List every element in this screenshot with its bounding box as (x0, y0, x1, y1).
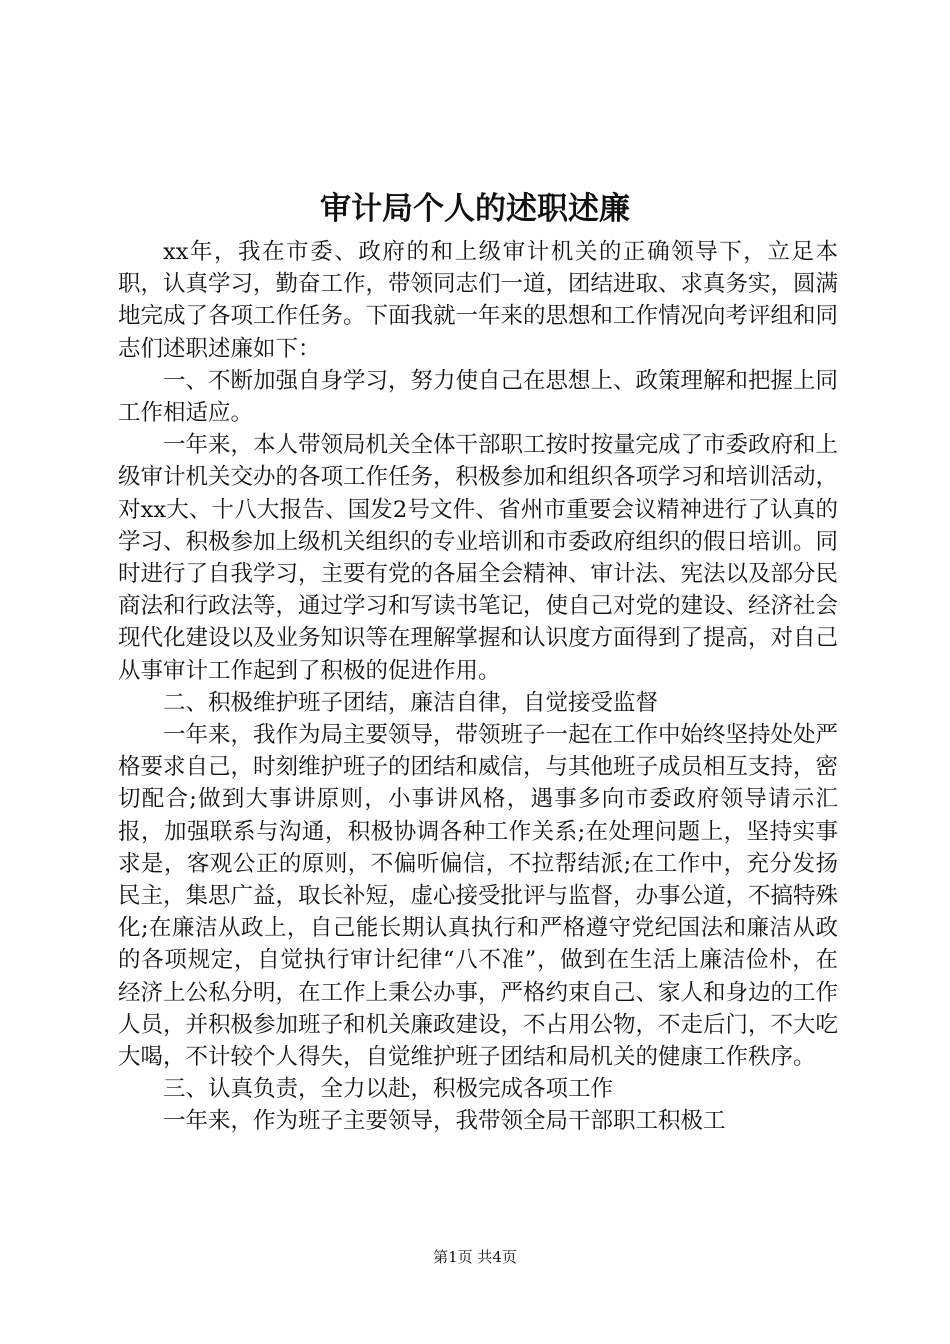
section-heading-3: 三、认真负责，全力以赴，积极完成各项工作 (163, 1076, 614, 1103)
paragraph-work: 一年来，作为班子主要领导，我带领全局干部职工积极工 (163, 1108, 726, 1135)
page-footer: 第1页 共4页 (433, 1248, 517, 1266)
paragraph-intro: xx年，我在市委、政府的和上级审计机关的正确领导下，立足本职，认真学习，勤奋工作，带领同志们一道，团结进取、求真务实，圆满地完成了各项工作任务。下面我就一年来的思想和工作情况向考评组和同志们述职述廉如下： (118, 239, 839, 362)
section-heading-2: 二、积极维护班子团结，廉洁自律，自觉接受监督 (163, 689, 659, 716)
paragraph-study: 一年来，本人带领局机关全体干部职工按时按量完成了市委政府和上级审计机关交办的各项工作任务，积极参加和组织各项学习和培训活动，对xx大、十八大报告、国发2号文件、省州市重要会议精神进行了认真的学习、积极参加上级机关组织的专业培训和市委政府组织的假日培训。同时进行了自我学习，主要有党的各届全会精神、审计法、宪法以及部分民商法和行政法等，通过学习和写读书笔记，使自己对党的建设、经济社会现代化建设以及业务知识等在理解掌握和认识度方面得到了提高，对自己从事审计工作起到了积极的促进作用。 (118, 432, 839, 684)
document-body (118, 236, 838, 1138)
section-heading-1: 一、不断加强自身学习，努力使自己在思想上、政策理解和把握上同工作相适应。 (118, 367, 839, 427)
paragraph-integrity: 一年来，我作为局主要领导，带领班子一起在工作中始终坚持处处严格要求自己，时刻维护班子的团结和威信，与其他班子成员相互支持，密切配合;做到大事讲原则，小事讲风格，遇事多向市委政府领导请示汇报，加强联系与沟通，积极协调各种工作关系;在处理问题上，坚持实事求是，客观公正的原则，不偏听偏信，不拉帮结派;在工作中，充分发扬民主，集思广益，取长补短，虚心接受批评与监督，办事公道，不搞特殊化;在廉洁从政上，自己能长期认真执行和严格遵守党纪国法和廉洁从政的各项规定，自觉执行审计纪律“八不准”，做到在生活上廉洁俭朴，在经济上公私分明，在工作上秉公办事，严格约束自己、家人和身边的工作人员，并积极参加班子和机关廉政建设，不占用公物，不走后门，不大吃大喝，不计较个人得失，自觉维护班子团结和局机关的健康工作秩序。 (118, 722, 839, 1071)
document-title: 审计局个人的述职述廉 (320, 191, 630, 227)
